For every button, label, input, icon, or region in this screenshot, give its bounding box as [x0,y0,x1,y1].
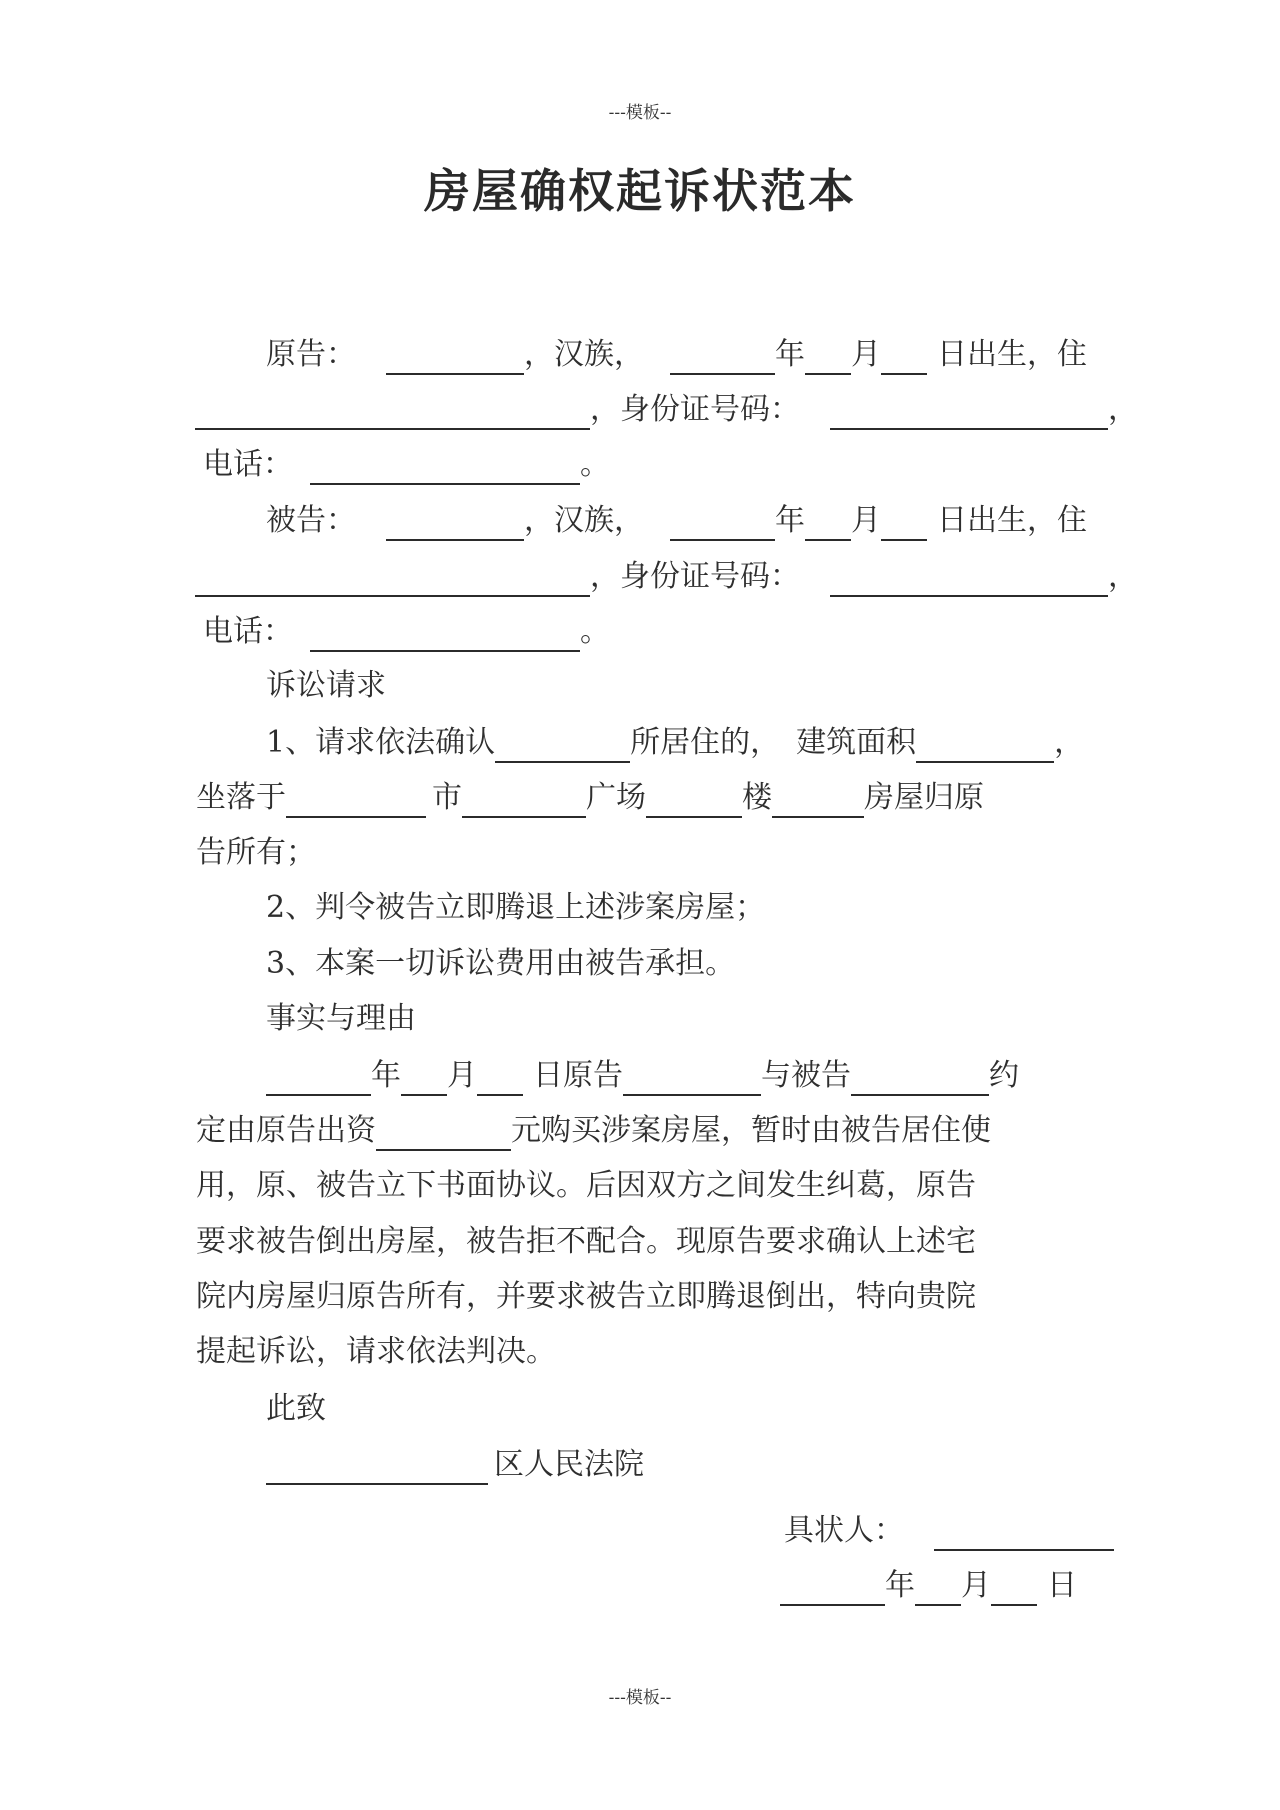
plaintiff-birth-day-blank [881,343,927,375]
facts-line-5: 院内房屋归原告所有，并要求被告立即腾退倒出，特向贵院 [196,1279,976,1314]
claim-1-line-1 [266,723,1084,763]
closing-court-line [266,1445,644,1485]
date-month-label: 月 [961,1568,991,1603]
closing-to: 此致 [266,1391,326,1426]
claim-1-line-2 [196,778,984,818]
claim-1-building-blank [772,786,864,818]
defendant-phone-label: 电话： [203,614,293,649]
defendant-end: 。 [580,614,610,649]
claim-3: 3、本案一切诉讼费用由被告承担。 [266,946,736,981]
plaintiff-phone-label: 电话： [203,447,293,482]
claim-1-text-b: 所居住的， [630,725,781,760]
plaintiff-month-label: 月 [851,337,881,372]
facts-amount-blank [376,1119,511,1151]
signer-label: 具状人： [784,1513,904,1548]
plaintiff-line-2 [195,390,1138,430]
defendant-name-blank [386,509,524,541]
date-year-label: 年 [885,1568,915,1603]
page-footer: ---模板-- [608,1688,672,1708]
date-day-blank [991,1574,1037,1606]
plaintiff-name-blank [386,343,524,375]
court-label: 区人民法院 [494,1447,644,1482]
facts-line-2 [196,1111,991,1151]
plaintiff-birth-month-blank [805,343,851,375]
claim-1-plaza-label: 广场 [586,780,646,815]
date-day-label: 日 [1047,1568,1077,1603]
defendant-month-label: 月 [851,503,881,538]
claim-1-location-blank [286,786,426,818]
claim-1-city-label: 市 [432,780,462,815]
defendant-birth-month-blank [805,509,851,541]
plaintiff-address-blank [195,398,590,430]
plaintiff-label: 原告： [266,337,356,372]
claim-1-city-blank [462,786,586,818]
defendant-phone-blank [310,620,580,652]
facts-line-1 [266,1056,1019,1096]
claim-1-area-blank [916,731,1054,763]
plaintiff-id-label: ，身份证号码： [590,392,800,427]
facts-plaintiff-blank [623,1064,761,1096]
plaintiff-ethnicity: ，汉族， [524,337,644,372]
claim-1-text-i: 房屋归原 [864,780,984,815]
plaintiff-phone-blank [310,453,580,485]
defendant-ethnicity: ，汉族， [524,503,644,538]
facts-heading: 事实与理由 [266,1001,416,1036]
claim-1-location-label: 坐落于 [196,780,286,815]
facts-day-blank [477,1064,523,1096]
plaintiff-id-blank [830,398,1108,430]
facts-defendant-label: 与被告 [761,1058,851,1093]
facts-line-6: 提起诉讼，请求依法判决。 [196,1334,556,1369]
facts-year-label: 年 [371,1058,401,1093]
date-month-blank [915,1574,961,1606]
plaintiff-birth-year-blank [670,343,775,375]
facts-yue: 约 [989,1058,1019,1093]
defendant-line-2 [195,557,1138,597]
claim-1-party-blank [495,731,630,763]
plaintiff-birth-text: 日出生，住 [937,337,1087,372]
facts-funding-text: 元购买涉案房屋，暂时由被告居住使 [511,1113,991,1148]
defendant-line-1 [266,501,1087,541]
defendant-birth-text: 日出生，住 [937,503,1087,538]
plaintiff-line-3 [203,445,610,485]
plaintiff-line-1 [266,335,1087,375]
defendant-id-blank [830,565,1108,597]
facts-month-label: 月 [447,1058,477,1093]
claim-1-line-3: 告所有； [196,835,316,870]
defendant-address-blank [195,565,590,597]
defendant-birth-day-blank [881,509,927,541]
defendant-year-label: 年 [775,503,805,538]
plaintiff-year-label: 年 [775,337,805,372]
defendant-line-3 [203,612,610,652]
defendant-id-label: ，身份证号码： [590,559,800,594]
claim-1-plaza-blank [646,786,742,818]
signer-line [784,1511,1114,1551]
claim-1-text-c: 建筑面积 [796,725,917,760]
facts-defendant-blank [851,1064,989,1096]
claim-1-text-a: 1、请求依法确认 [266,725,496,760]
facts-line-3: 用，原、被告立下书面协议。后因双方之间发生纠葛，原告 [196,1168,976,1203]
document-title: 房屋确权起诉状范本 [424,164,856,218]
signer-blank [934,1519,1114,1551]
defendant-label: 被告： [266,503,356,538]
court-name-blank [266,1453,488,1485]
claim-1-comma: ， [1054,725,1085,760]
defendant-comma: ， [1108,559,1138,594]
plaintiff-end: 。 [580,447,610,482]
facts-plaintiff-label: 日原告 [533,1058,623,1093]
date-year-blank [780,1574,885,1606]
facts-month-blank [401,1064,447,1096]
facts-line-4: 要求被告倒出房屋，被告拒不配合。现原告要求确认上述宅 [196,1224,976,1259]
facts-year-blank [266,1064,371,1096]
claim-1-building-label: 楼 [742,780,772,815]
page-header: ---模板-- [608,103,672,123]
claim-2: 2、判令被告立即腾退上述涉案房屋； [266,890,766,925]
date-line [780,1566,1077,1606]
defendant-birth-year-blank [670,509,775,541]
claims-heading: 诉讼请求 [266,668,386,703]
plaintiff-comma: ， [1108,392,1138,427]
facts-funding-label: 定由原告出资 [196,1113,376,1148]
